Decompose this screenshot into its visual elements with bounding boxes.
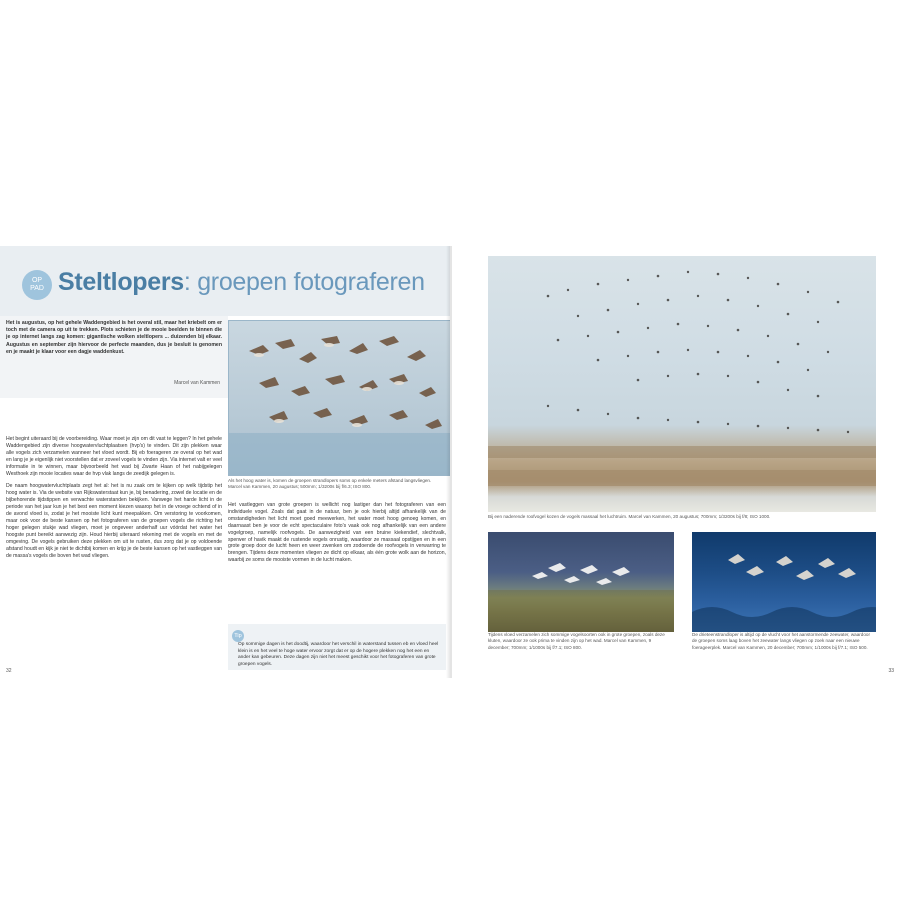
title-bold: Steltlopers bbox=[58, 268, 184, 296]
photo-steltlopers-flying bbox=[228, 320, 450, 476]
photo2-svg bbox=[488, 256, 876, 512]
tip-text: Op sommige dagen is het doodtij, waardoor het verschil in waterstand tussen eb en vloed heel klein is en het veel te hoge water ervoor zorgt dat er op de hogere plekken nog het een en ander kan gebeuren. Deze dagen zijn niet het meest geschikt voor het fotograferen van grote groepen vogels. bbox=[238, 642, 439, 667]
left-page bbox=[0, 246, 450, 678]
photo-drieteenstrandlopers bbox=[692, 532, 876, 632]
photo3-svg bbox=[488, 532, 674, 632]
page-number-left: 32 bbox=[6, 668, 12, 674]
page-number-right: 33 bbox=[888, 668, 894, 674]
tip-icon: Tip bbox=[232, 630, 244, 642]
photo4-svg bbox=[692, 532, 876, 632]
photo4-caption: De drieteenstrandloper is altijd op de vlucht voor het aanstormende zeewater, waardoor de groepen soms laag boven het zeewater langs vliegen op zoek naar een nieuwe foerageerplek. Marcel van Kammen, 20 december; 700mm; 1/1000s bij f/7.1; ISO 500. bbox=[692, 632, 870, 650]
column2-paragraph-1: Het vastleggen van grote groepen is wellicht nog lastiger dan het fotograferen van een individuele vogel. Zoals dat gaat in de natuur, ben je ook hierbij altijd afhankelijk van de omstandigheden het licht moet goed meewerken, het water moet hoog genoeg komen, en daarnaast ben je voor de echt spectaculaire foto's vaak ook nog afhankelijk van een andere vogelgroep, namelijk roofvogels. De aanwezigheid van een bruine kiekendief, slechtvalk, sperwer of havik maakt de rustende vogels onrustig, waardoor ze massaal opstijgen en in een grote groep door de lucht heen en weer zwenken om zodoende de roofvogels in verwarring te brengen. Tijdens deze momenten vliegen ze dicht op elkaar, als één grote wolk aan de horizon, waarbij ze soms de mooiste vormen in de lucht maken. bbox=[228, 502, 446, 564]
photo-kluten bbox=[488, 532, 674, 632]
badge-line-2: PAD bbox=[30, 285, 44, 292]
column1-paragraph-2: De naam hoogwatervluchtplaats zegt het al: het is nu zaak om te kijken op welk tijdstip het hoog water is. Via de website van Rijkswaterstaat kun je, bij benadering, zowel de locatie en de bijbehorende tijdstippen en verwachte waterstanden bekijken. Vanwege het harde licht in de periode van het jaar kun je het best een moment kiezen waarop het in de vroege ochtend of in de avond vloed is, zodat je het mooiste licht kunt meepakken. Om verstoring te voorkomen, maar ook voor de beste kansen op het fotograferen van de groepen vogels die richting het hoger gelegen stukje wad vliegen, moet je ongeveer anderhalf uur vóórdat het water het hoogste punt bereikt aanwezig zijn. Houd hierbij uiteraard rekening met de vogels en met de omgeving. De vogels gebruiken deze plekken om uit te rusten, dus zorg dat je op voldoende afstand houdt en kijk je niet te dichtbij komen en krijg je de beste kansen op het vastleggen van de massa's vogels die boven het wad vliegen. bbox=[6, 483, 222, 559]
intro-text: Het is augustus, op het gehele Waddengebied is het overal stil, maar het kriebelt om er toch met de camera op uit te trekken. Plots schieten je de mooie beelden te binnen die je op internet langs zag komen: gigantische wolken steltlopers ... duizenden bij elkaar. Augustus en september zijn hiervoor de perfecte maanden, dus je besluit is genomen en je maakt je klaar voor een dagje waddenkust. bbox=[6, 320, 222, 355]
column-2 bbox=[228, 502, 446, 570]
intro-author: Marcel van Kammen bbox=[174, 380, 220, 386]
photo3-caption: Tijdens vloed verzamelen zich sommige vogelsoorten ook in grote groepen, zoals deze kluten, waardoor ze ook prima te vinden zijn op het wad. Marcel van Kammen, 9 december; 700mm; 1/1000s bij f/7.1; ISO 800. bbox=[488, 632, 665, 650]
badge-line-1: OP bbox=[31, 277, 43, 284]
right-page bbox=[452, 246, 900, 678]
op-pad-badge bbox=[22, 270, 52, 300]
column1-paragraph-1: Het begint uiteraard bij de voorbereiding. Waar moet je zijn om dit vast te leggen? In het gehele Waddengebied zijn diverse hoogwatervluchtplaatsen (hvp's) te vinden. Dit zijn plekken waar alle vogels zich verzamelen wanneer het vloed wordt. Bij eb foerageren ze overal op het wad en lang je je eigenlijk niet voorstellen dat er zoveel vogels te vinden zijn. Via internet valt er veel informatie in te winnen, maar bijvoorbeeld het wad bij Zwarte Haan of het nabijgelegen Westhoek zijn mooie locaties waar de hvp vlak langs de zeedijk gelegen is. bbox=[6, 436, 222, 477]
page-title bbox=[58, 268, 425, 297]
column-1 bbox=[6, 436, 222, 565]
book-spread bbox=[0, 246, 900, 678]
photo2-caption: Bij een naderende roofvogel kozen de vogels massaal het luchtruim. Marcel van Kammen, 20 augustus; 700mm; 1/3200s bij f/8; ISO 1000. bbox=[488, 514, 771, 519]
photo-flock-large bbox=[488, 256, 876, 512]
title-rest: : groepen fotograferen bbox=[183, 268, 425, 296]
tip-box bbox=[228, 624, 446, 670]
photo1-caption: Als het hoog water is, komen de groepen strandlopers soms op enkele meters afstand langsvliegen. Marcel van Kammen, 20 augustus; 500mm; 1/3200s bij f/6.3; ISO 800. bbox=[228, 478, 432, 490]
photo1-svg bbox=[229, 321, 450, 475]
